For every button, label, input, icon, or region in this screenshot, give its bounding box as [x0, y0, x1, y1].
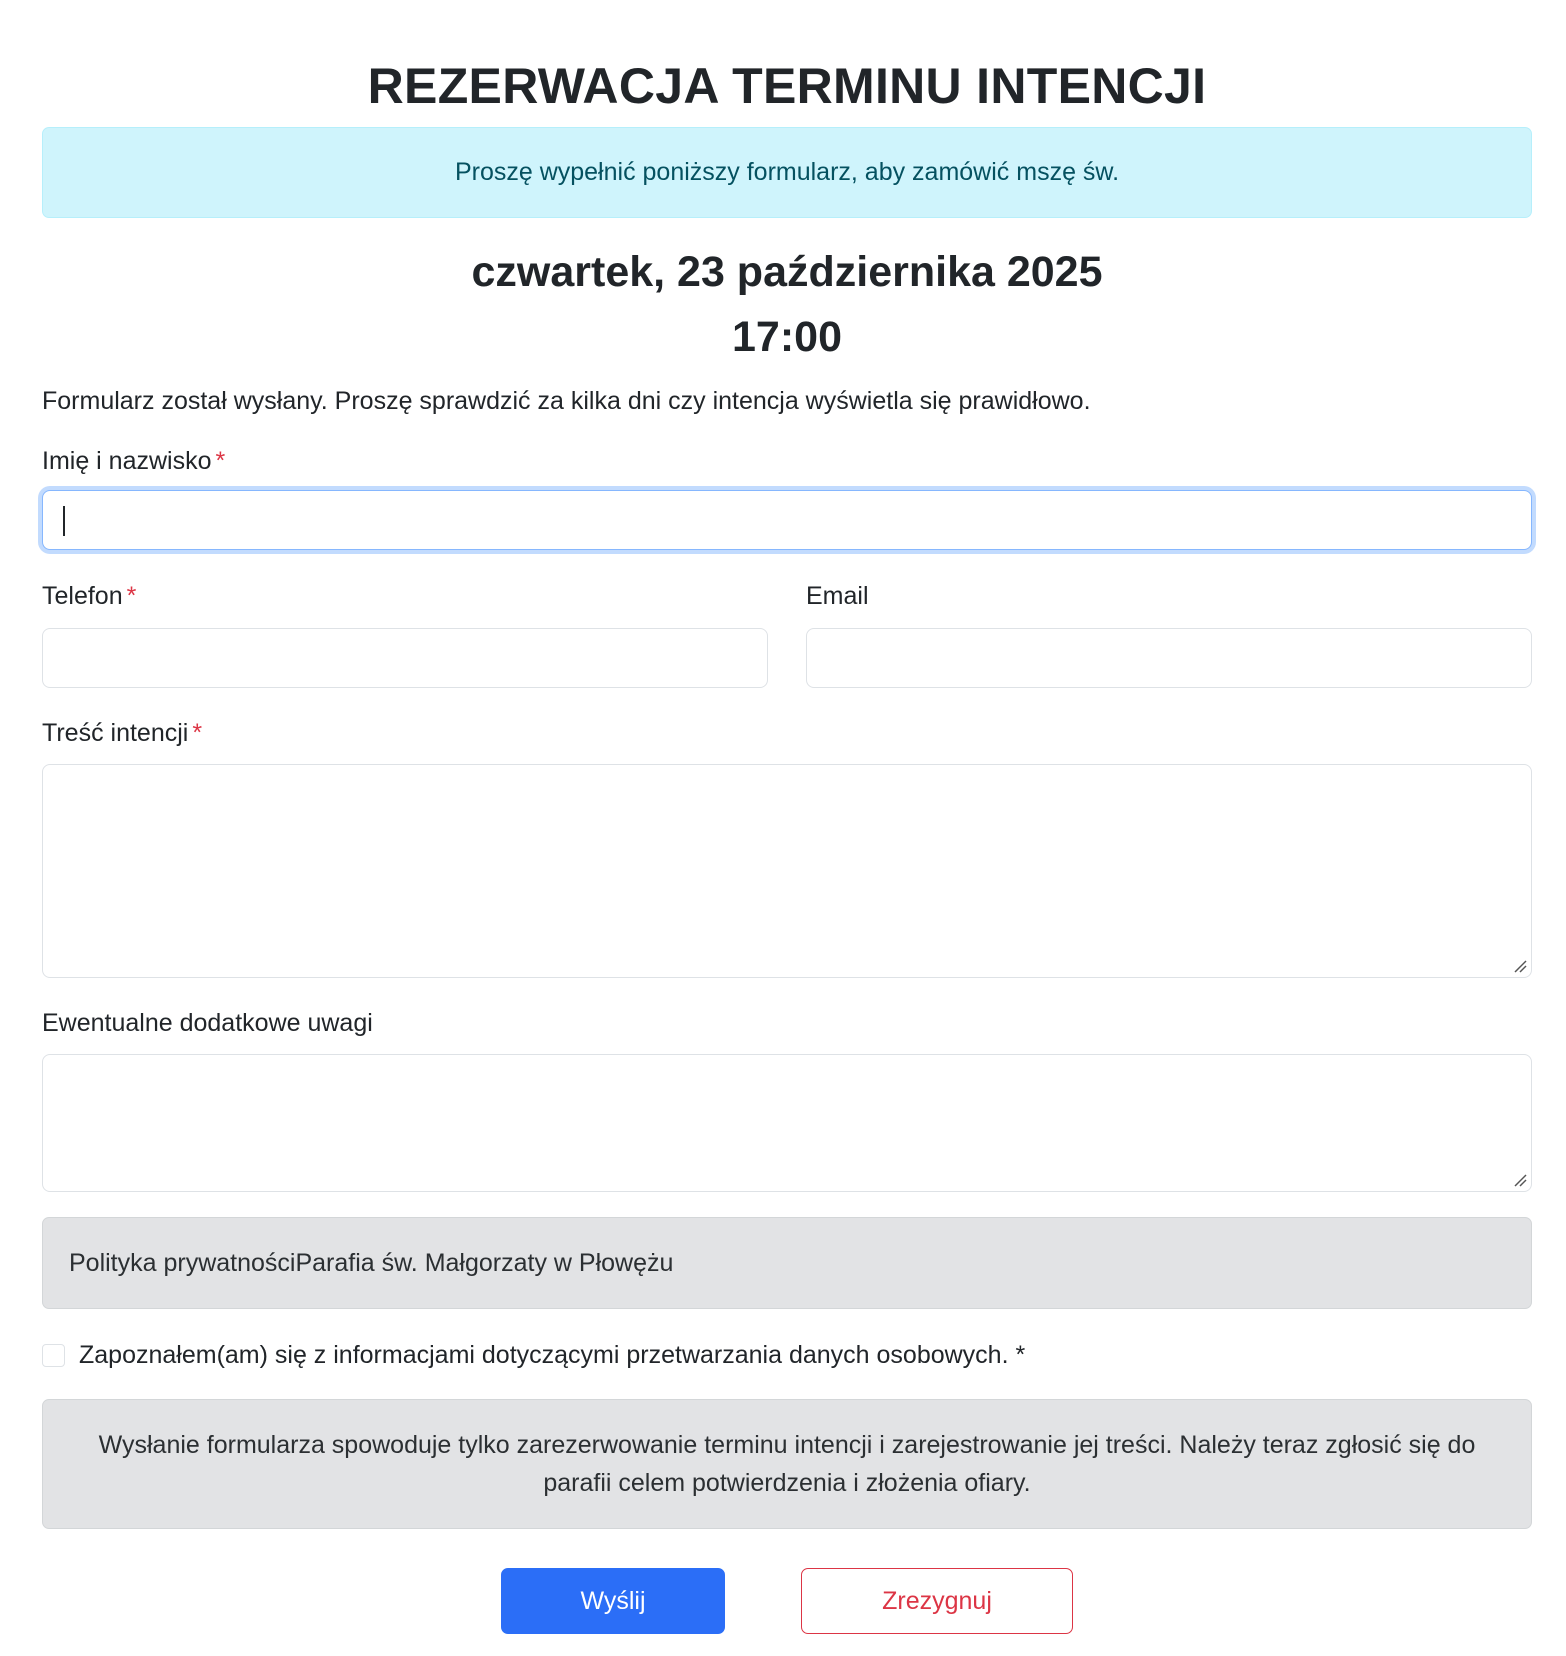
intention-textarea[interactable] — [42, 764, 1532, 978]
phone-input[interactable] — [42, 628, 768, 688]
consent-row — [42, 1338, 1532, 1372]
notes-label — [42, 1006, 1532, 1040]
resize-grip-icon[interactable] — [1513, 1173, 1527, 1187]
page-title: REZERWACJA TERMINU INTENCJI — [367, 58, 1207, 114]
phone-label-text: Telefon — [42, 582, 123, 610]
required-asterisk: * — [192, 719, 203, 747]
status-message: Formularz został wysłany. Proszę sprawdzić za kilka dni czy intencja wyświetla się prawidłowo. — [42, 387, 1091, 415]
email-column — [806, 579, 1532, 688]
notes-label-text: Ewentualne dodatkowe uwagi — [42, 1009, 373, 1037]
email-label-text: Email — [806, 582, 869, 610]
phone-label — [42, 579, 768, 613]
name-label-text: Imię i nazwisko — [42, 447, 212, 475]
name-input[interactable] — [42, 490, 1532, 550]
cancel-button[interactable]: Zrezygnuj — [801, 1568, 1073, 1634]
phone-column — [42, 579, 768, 688]
reservation-form-container — [42, 0, 1532, 1634]
consent-checkbox[interactable] — [42, 1344, 65, 1367]
email-label — [806, 579, 1532, 613]
mass-time: 17:00 — [732, 313, 842, 361]
required-asterisk: * — [126, 582, 137, 610]
form-buttons — [42, 1568, 1532, 1634]
submit-button[interactable]: Wyślij — [501, 1568, 725, 1634]
notes-textarea[interactable] — [42, 1054, 1532, 1192]
privacy-policy-box: Polityka prywatnościParafia św. Małgorzaty w Płowężu — [42, 1217, 1532, 1309]
contact-row — [42, 579, 1532, 688]
text-caret — [63, 506, 65, 536]
intention-label-text: Treść intencji — [42, 719, 189, 747]
required-asterisk: * — [215, 447, 226, 475]
consent-label[interactable]: Zapoznałem(am) się z informacjami dotyczącymi przetwarzania danych osobowych. * — [79, 1341, 1026, 1369]
name-label — [42, 444, 1532, 478]
submission-notice: Wysłanie formularza spowoduje tylko zarezerwowanie terminu intencji i zarejestrowanie jej treści. Należy teraz zgłosić się do parafii celem potwierdzenia i złożenia ofiary. — [42, 1399, 1532, 1529]
mass-date: czwartek, 23 października 2025 — [471, 248, 1103, 296]
email-input[interactable] — [806, 628, 1532, 688]
resize-grip-icon[interactable] — [1513, 959, 1527, 973]
info-alert: Proszę wypełnić poniższy formularz, aby zamówić mszę św. — [42, 127, 1532, 218]
intention-label — [42, 716, 1532, 750]
